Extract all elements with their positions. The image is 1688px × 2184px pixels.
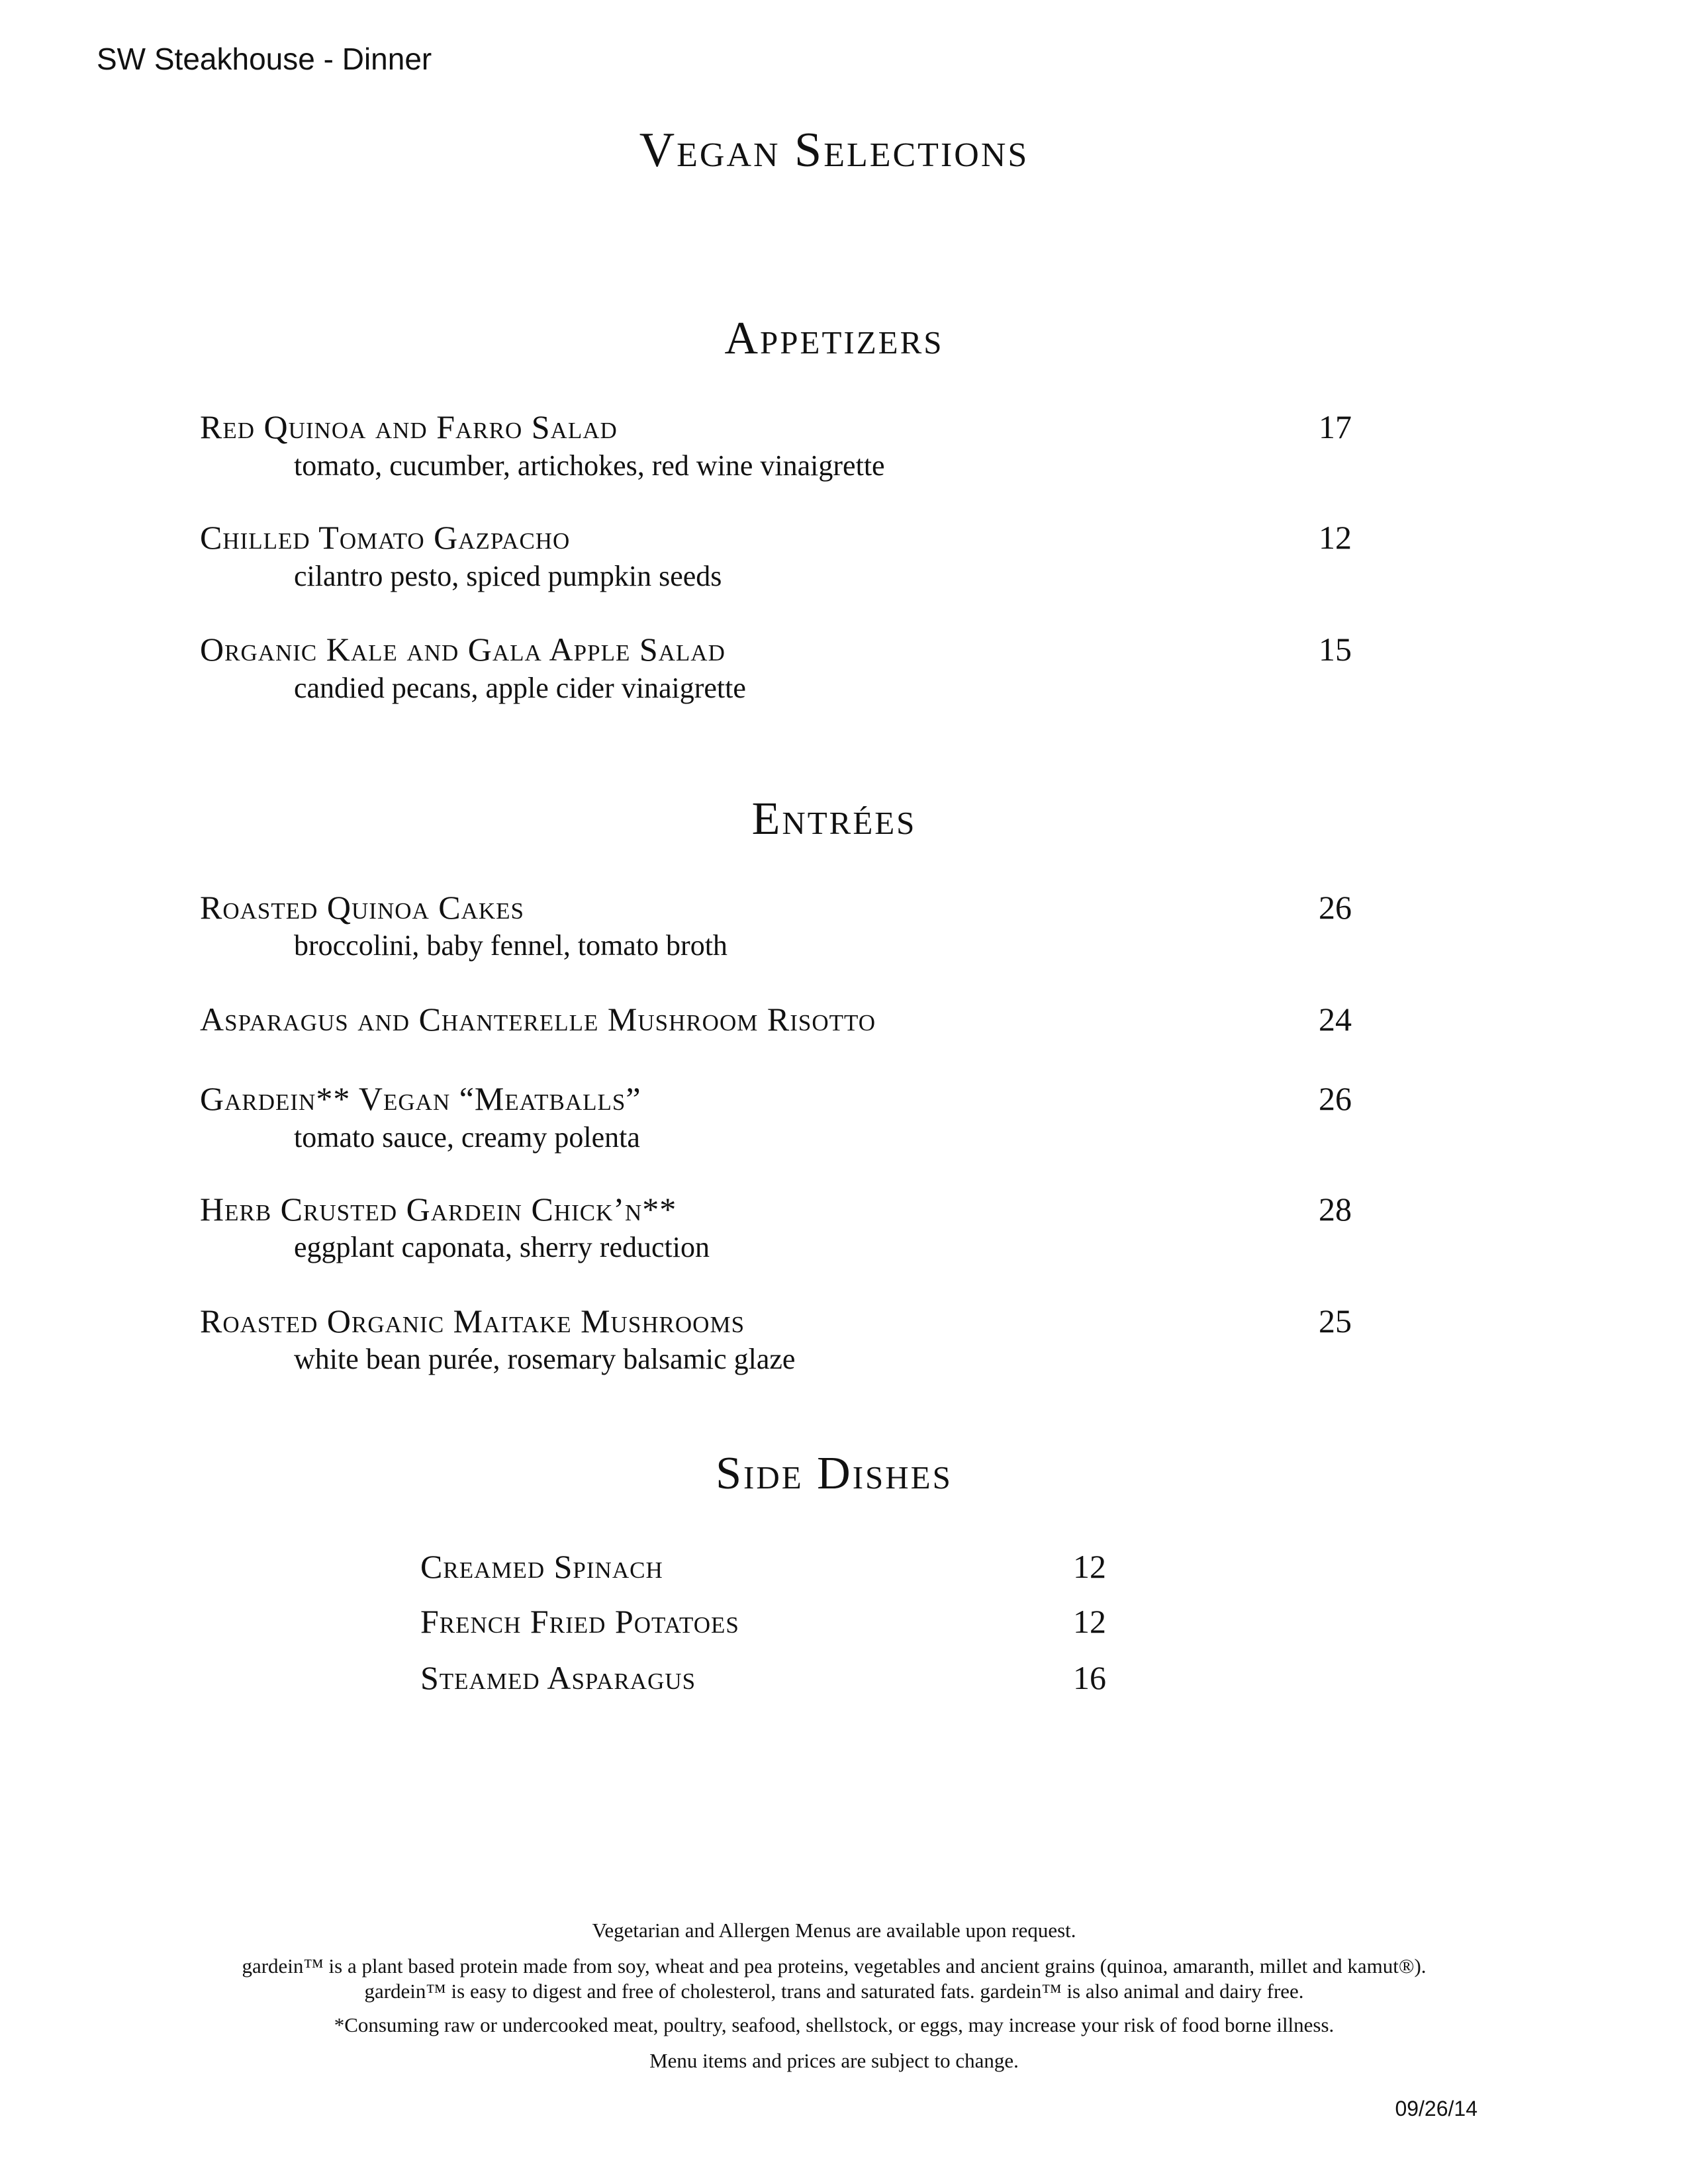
- item-description: broccolini, baby fennel, tomato broth: [294, 929, 727, 962]
- item-price: 17: [1319, 408, 1352, 445]
- item-name: Steamed Asparagus: [420, 1659, 696, 1696]
- item-name: French Fried Potatoes: [420, 1603, 739, 1640]
- page-header: SW Steakhouse - Dinner: [97, 42, 432, 76]
- item-name: Asparagus and Chanterelle Mushroom Risotto: [200, 1001, 876, 1038]
- item-name: Gardein** Vegan “Meatballs”: [200, 1080, 641, 1117]
- item-price: 12: [1073, 1548, 1106, 1585]
- item-price: 15: [1319, 631, 1352, 668]
- item-price: 12: [1319, 519, 1352, 556]
- section-title-appetizers: Appetizers: [724, 313, 944, 364]
- item-description: candied pecans, apple cider vinaigrette: [294, 672, 746, 704]
- item-name: Chilled Tomato Gazpacho: [200, 519, 571, 556]
- footer-note: *Consuming raw or undercooked meat, poultry, seafood, shellstock, or eggs, may increase your risk of food borne illness.: [334, 2013, 1335, 2036]
- item-description: tomato, cucumber, artichokes, red wine vinaigrette: [294, 449, 885, 482]
- section-title-entrees: Entrées: [751, 794, 917, 844]
- footer-note: Vegetarian and Allergen Menus are available upon request.: [592, 1919, 1076, 1942]
- item-name: Roasted Quinoa Cakes: [200, 889, 525, 926]
- footer-note: Menu items and prices are subject to change.: [649, 2049, 1019, 2072]
- item-price: 24: [1319, 1001, 1352, 1038]
- item-description: cilantro pesto, spiced pumpkin seeds: [294, 560, 722, 592]
- menu-title: Vegan Selections: [639, 123, 1029, 177]
- item-price: 25: [1319, 1302, 1352, 1340]
- item-name: Creamed Spinach: [420, 1548, 663, 1585]
- item-price: 28: [1319, 1191, 1352, 1228]
- section-title-sides: Side Dishes: [716, 1448, 953, 1499]
- item-description: tomato sauce, creamy polenta: [294, 1121, 640, 1154]
- item-name: Roasted Organic Maitake Mushrooms: [200, 1302, 745, 1340]
- footer-note: gardein™ is a plant based protein made from soy, wheat and pea proteins, vegetables and ancient grains (quinoa, amaranth, millet and kamut®). gardein™ is easy to digest and free of cholesterol, trans and saturated fats. gardein™ is also animal and dairy free.: [242, 1954, 1427, 2003]
- item-price: 26: [1319, 1080, 1352, 1117]
- item-price: 16: [1073, 1659, 1106, 1696]
- menu-date: 09/26/14: [1395, 2097, 1477, 2120]
- item-name: Herb Crusted Gardein Chick’n**: [200, 1191, 677, 1228]
- item-price: 12: [1073, 1603, 1106, 1640]
- item-description: eggplant caponata, sherry reduction: [294, 1231, 710, 1263]
- item-name: Red Quinoa and Farro Salad: [200, 408, 618, 445]
- item-price: 26: [1319, 889, 1352, 926]
- item-name: Organic Kale and Gala Apple Salad: [200, 631, 726, 668]
- item-description: white bean purée, rosemary balsamic glaze: [294, 1343, 796, 1375]
